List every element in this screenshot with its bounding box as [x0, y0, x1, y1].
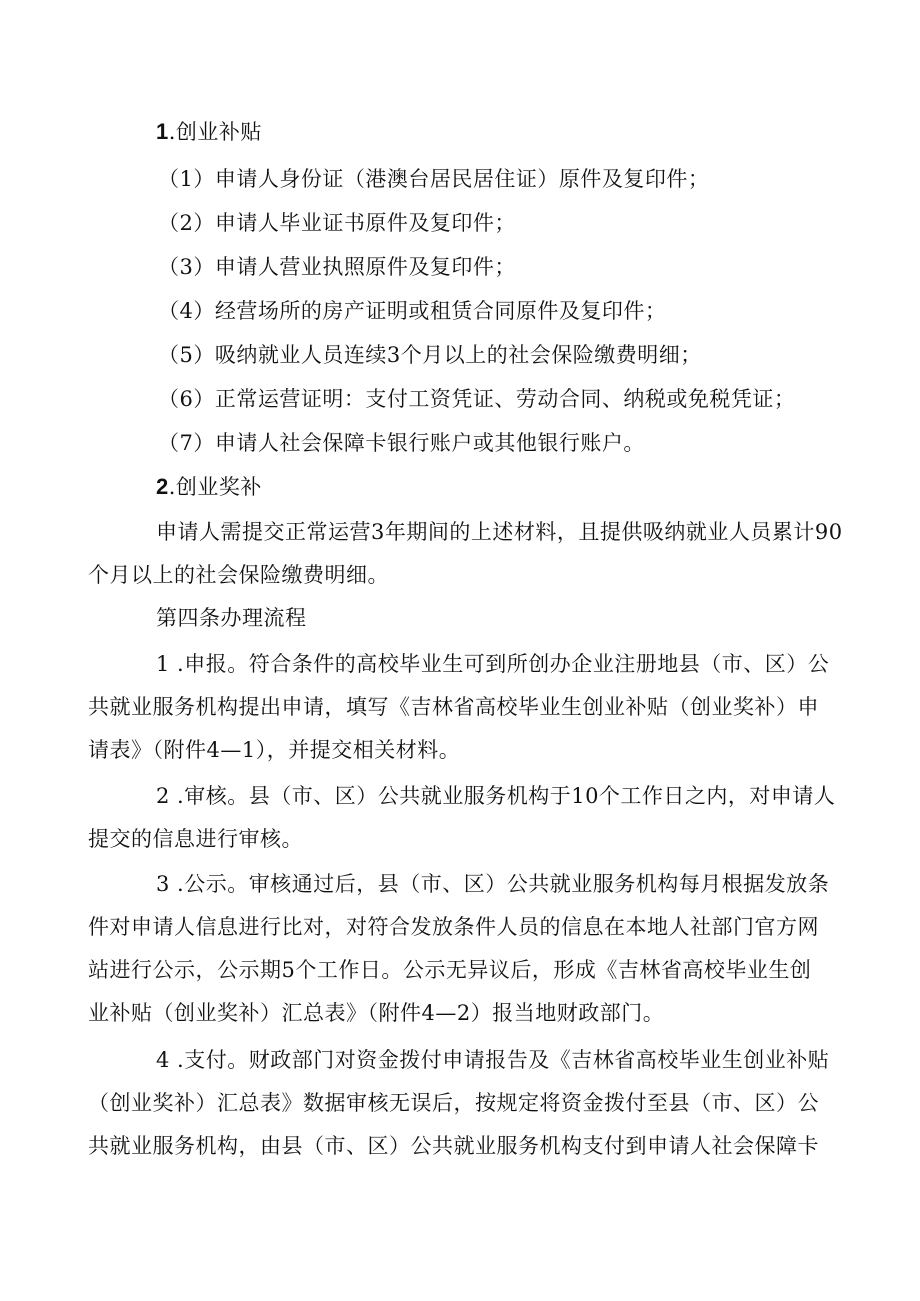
section-2-paragraph-line: 申请人需提交正常运营3年期间的上述材料，且提供吸纳就业人员累计90: [156, 520, 843, 544]
section-1-item-5: （5）吸纳就业人员连续3个月以上的社会保险缴费明细；: [158, 343, 702, 367]
article-4-heading: 第四条办理流程: [156, 606, 307, 630]
step-3-line: 件对申请人信息进行比对，对符合发放条件人员的信息在本地人社部门官方网: [88, 915, 819, 939]
step-1-line: 请表》（附件4—1），并提交相关材料。: [88, 738, 461, 762]
step-3-line: 3 .公示。审核通过后，县（市、区）公共就业服务机构每月根据发放条: [156, 872, 830, 896]
section-1-title: .创业补贴: [168, 120, 262, 144]
section-2-paragraph-line: 个月以上的社会保险缴费明细。: [88, 563, 389, 587]
step-4-line: （创业奖补）汇总表》数据审核无误后，按规定将资金拨付至县（市、区）公: [88, 1091, 819, 1115]
section-1-item-7: （7）申请人社会保障卡银行账户或其他银行账户。: [158, 431, 645, 455]
step-4-line: 4 .支付。财政部门对资金拨付申请报告及《吉林省高校毕业生创业补贴: [156, 1048, 830, 1072]
step-4-line: 共就业服务机构，由县（市、区）公共就业服务机构支付到申请人社会保障卡: [88, 1134, 819, 1158]
section-2-title: .创业奖补: [168, 475, 262, 499]
section-1-heading: [156, 118, 262, 146]
step-3-line: 业补贴（创业奖补）汇总表》（附件4—2）报当地财政部门。: [88, 1001, 665, 1025]
step-1-line: 共就业服务机构提出申请，填写《吉林省高校毕业生创业补贴（创业奖补）申: [88, 695, 819, 719]
section-1-item-6: （6）正常运营证明：支付工资凭证、劳动合同、纳税或免税凭证；: [158, 387, 796, 411]
section-1-number: 1: [156, 119, 169, 144]
section-1-item-3: （3）申请人营业执照原件及复印件；: [158, 255, 516, 279]
step-1-line: 1 .申报。符合条件的高校毕业生可到所创办企业注册地县（市、区）公: [156, 652, 830, 676]
section-1-item-4: （4）经营场所的房产证明或租赁合同原件及复印件；: [158, 299, 667, 323]
section-2-heading: [156, 473, 262, 501]
step-2-line: 提交的信息进行审核。: [88, 827, 303, 851]
step-3-line: 站进行公示，公示期5个工作日。公示无异议后，形成《吉林省高校毕业生创: [88, 958, 812, 982]
section-1-item-2: （2）申请人毕业证书原件及复印件；: [158, 211, 516, 235]
step-2-line: 2 .审核。县（市、区）公共就业服务机构于10个工作日之内，对申请人: [156, 784, 836, 808]
section-2-number: 2: [156, 474, 169, 499]
section-1-item-1: （1）申请人身份证（港澳台居民居住证）原件及复印件；: [158, 167, 710, 191]
